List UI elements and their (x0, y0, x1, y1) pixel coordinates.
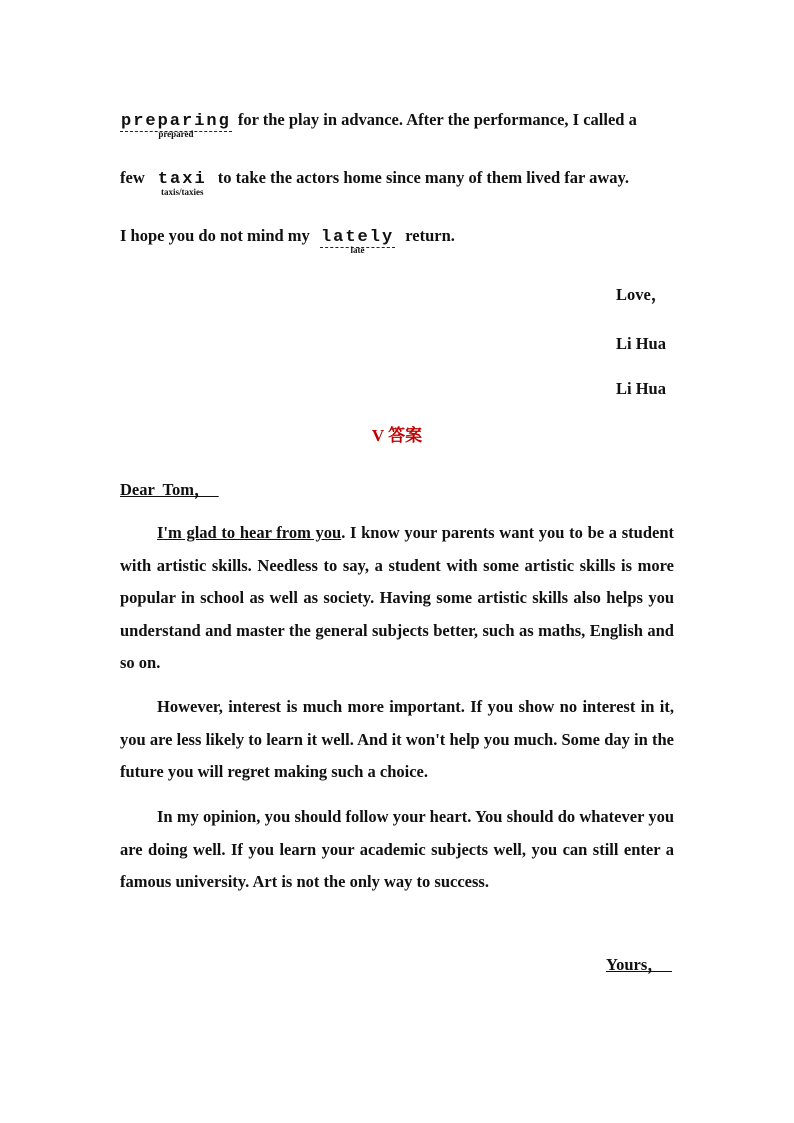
line-text: for the play in advance. After the performance, I called a (237, 110, 637, 129)
answer-heading: V 答案 (371, 426, 423, 445)
paragraph-1 (120, 517, 674, 680)
closing: Yours， (606, 955, 673, 974)
salutation: Dear Tom， (120, 480, 219, 499)
correction-fix: late (350, 245, 365, 255)
correction-mark (157, 170, 208, 197)
correction-fix: prepared (158, 129, 194, 139)
prev-letter-line-1 (120, 110, 676, 139)
line-text: I hope you do not mind my (120, 226, 310, 245)
correction-original: preparing (121, 112, 231, 131)
correction-original: lately (320, 228, 395, 247)
signature: Li Hua (616, 334, 666, 353)
prev-letter-line-2 (120, 168, 676, 197)
signature: Li Hua (616, 379, 666, 398)
line-text: to take the actors home since many of them lived far away. (217, 168, 630, 187)
line-text: few (120, 168, 145, 187)
prev-letter-line-3 (120, 226, 676, 255)
paragraph-2: However, interest is much more important. If you show no interest in it, you are less likely to learn it well. And it won't help you much. Some day in the future you will regret making such a choice. (120, 697, 674, 781)
correction-mark (320, 228, 395, 255)
underlined-opening: I'm glad to hear from you (157, 523, 342, 542)
paragraph-3: In my opinion, you should follow your heart. You should do whatever you are doing well. If you learn your academic subjects well, you can still enter a famous university. Art is not the only way to success. (120, 807, 674, 891)
paragraph-text: . I know your parents want you to be a student with artistic skills. Needless to say, a student with some artistic skills is more popular in school as well as society. Having some artistic skills also helps you understand and master the general subjects better, such as maths, English and so on. (120, 523, 674, 672)
correction-fix: taxis/taxies (161, 187, 204, 197)
signoff: Love， (616, 285, 668, 304)
line-text: return. (405, 226, 455, 245)
correction-mark (120, 112, 232, 139)
correction-original: taxi (157, 170, 207, 189)
